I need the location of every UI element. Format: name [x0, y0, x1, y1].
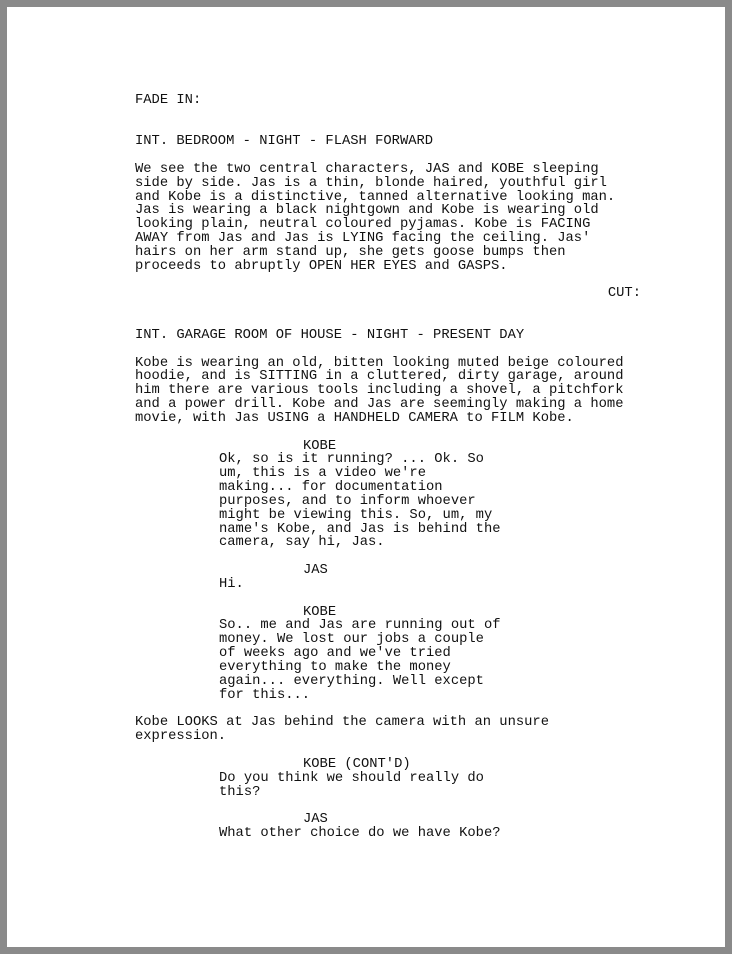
action-line: AWAY from Jas and Jas is LYING facing the ceiling. Jas': [135, 231, 591, 246]
action-line: Kobe LOOKS at Jas behind the camera with an unsure: [135, 715, 549, 730]
dialogue-line: name's Kobe, and Jas is behind the: [219, 522, 501, 537]
dialogue-line: um, this is a video we're: [219, 466, 426, 481]
dialogue-line: of weeks ago and we've tried: [219, 646, 451, 661]
dialogue-line: for this...: [219, 688, 311, 703]
character-name: JAS: [303, 563, 328, 578]
action-line: proceeds to abruptly OPEN HER EYES and GASPS.: [135, 259, 508, 274]
character-name: JAS: [303, 812, 328, 827]
scene-heading: INT. GARAGE ROOM OF HOUSE - NIGHT - PRESENT DAY: [135, 328, 525, 343]
action-line: side by side. Jas is a thin, blonde haired, youthful girl: [135, 176, 607, 191]
action-line: and a power drill. Kobe and Jas are seemingly making a home: [135, 397, 624, 412]
action-line: movie, with Jas USING a HANDHELD CAMERA to FILM Kobe.: [135, 411, 574, 426]
character-name: KOBE: [303, 605, 337, 620]
action-line: Kobe is wearing an old, bitten looking muted beige coloured: [135, 356, 624, 371]
dialogue-line: money. We lost our jobs a couple: [219, 632, 484, 647]
action-line: hairs on her arm stand up, she gets goose bumps then: [135, 245, 566, 260]
action-line: him there are various tools including a shovel, a pitchfork: [135, 383, 624, 398]
dialogue-line: might be viewing this. So, um, my: [219, 508, 493, 523]
action-line: expression.: [135, 729, 227, 744]
dialogue-line: purposes, and to inform whoever: [219, 494, 476, 509]
script-page: [7, 7, 725, 947]
action-line: We see the two central characters, JAS and KOBE sleeping: [135, 162, 599, 177]
dialogue-line: What other choice do we have Kobe?: [219, 826, 501, 841]
scene-heading: INT. BEDROOM - NIGHT - FLASH FORWARD: [135, 134, 434, 149]
dialogue-line: Do you think we should really do: [219, 771, 484, 786]
action-line: Jas is wearing a black nightgown and Kobe is wearing old: [135, 203, 599, 218]
dialogue-line: Ok, so is it running? ... Ok. So: [219, 452, 484, 467]
dialogue-line: Hi.: [219, 577, 244, 592]
dialogue-line: camera, say hi, Jas.: [219, 535, 385, 550]
action-line: looking plain, neutral coloured pyjamas. Kobe is FACING: [135, 217, 591, 232]
dialogue-line: everything to make the money: [219, 660, 451, 675]
dialogue-line: this?: [219, 785, 261, 800]
dialogue-line: again... everything. Well except: [219, 674, 484, 689]
cut-transition: CUT:: [607, 286, 641, 301]
dialogue-line: making... for documentation: [219, 480, 443, 495]
character-name: KOBE (CONT'D): [303, 757, 411, 772]
character-name: KOBE: [303, 439, 337, 454]
action-line: and Kobe is a distinctive, tanned alternative looking man.: [135, 190, 616, 205]
fade-in-transition: FADE IN:: [135, 93, 202, 108]
dialogue-line: So.. me and Jas are running out of: [219, 618, 501, 633]
action-line: hoodie, and is SITTING in a cluttered, dirty garage, around: [135, 369, 624, 384]
